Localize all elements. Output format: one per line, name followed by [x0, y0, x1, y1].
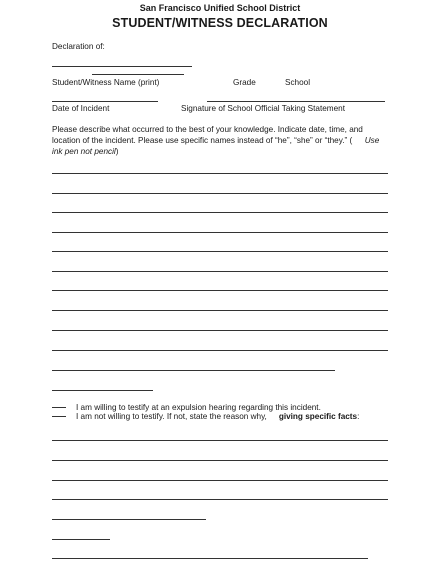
instructions-line-3 [52, 146, 392, 157]
date-of-incident-label: Date of Incident [52, 104, 110, 113]
description-line[interactable] [52, 173, 388, 174]
reason-line[interactable] [52, 539, 110, 540]
reason-line[interactable] [52, 499, 388, 500]
description-line[interactable] [52, 232, 388, 233]
description-line[interactable] [52, 330, 388, 331]
reason-line[interactable] [52, 460, 388, 461]
grade-label: Grade [233, 78, 256, 87]
option-not-willing-text: I am not willing to testify. If not, state the reason why, [76, 412, 267, 421]
official-signature-line[interactable] [207, 101, 385, 102]
description-line[interactable] [52, 350, 388, 351]
reason-line[interactable] [52, 480, 388, 481]
description-line[interactable] [52, 310, 388, 311]
declarant-line[interactable] [52, 66, 192, 67]
instructions-ink-note: ink pen not pencil [52, 147, 116, 156]
reason-line[interactable] [52, 519, 206, 520]
reason-line[interactable] [52, 558, 368, 559]
option-willing [52, 403, 321, 412]
instructions-line-1: Please describe what occurred to the best of your knowledge. Indicate date, time, and [52, 125, 363, 134]
declaration-of-label: Declaration of: [52, 42, 105, 51]
student-name-label: Student/Witness Name (print) [52, 78, 160, 87]
official-signature-label: Signature of School Official Taking Statement [181, 104, 345, 113]
description-line[interactable] [52, 390, 153, 391]
specific-facts-text: giving specific facts [278, 412, 358, 421]
description-line[interactable] [52, 271, 388, 272]
district-name: San Francisco Unified School District [139, 3, 301, 13]
description-line[interactable] [52, 193, 388, 194]
reason-line[interactable] [52, 440, 388, 441]
description-line[interactable] [52, 370, 335, 371]
description-line[interactable] [52, 212, 388, 213]
description-line[interactable] [52, 290, 388, 291]
school-label: School [285, 78, 311, 87]
instructions-paragraph [52, 124, 392, 157]
student-name-line[interactable] [92, 74, 184, 75]
not-willing-checkbox-blank[interactable] [52, 416, 66, 417]
description-line[interactable] [52, 251, 388, 252]
option-willing-text: I am willing to testify at an expulsion hearing regarding this incident. [76, 403, 321, 412]
instructions-use-text: Use [364, 136, 380, 145]
instructions-line-2-text: location of the incident. Please use specific names instead of “he”, “she” or “they.” ( [52, 136, 353, 145]
instructions-line-2 [52, 135, 392, 146]
option-not-willing [52, 412, 359, 421]
instructions-close-paren: ) [115, 147, 119, 156]
specific-facts-colon: : [357, 412, 360, 421]
willing-checkbox-blank[interactable] [52, 407, 66, 408]
form-title: STUDENT/WITNESS DECLARATION [112, 16, 328, 30]
date-of-incident-line[interactable] [52, 101, 158, 102]
